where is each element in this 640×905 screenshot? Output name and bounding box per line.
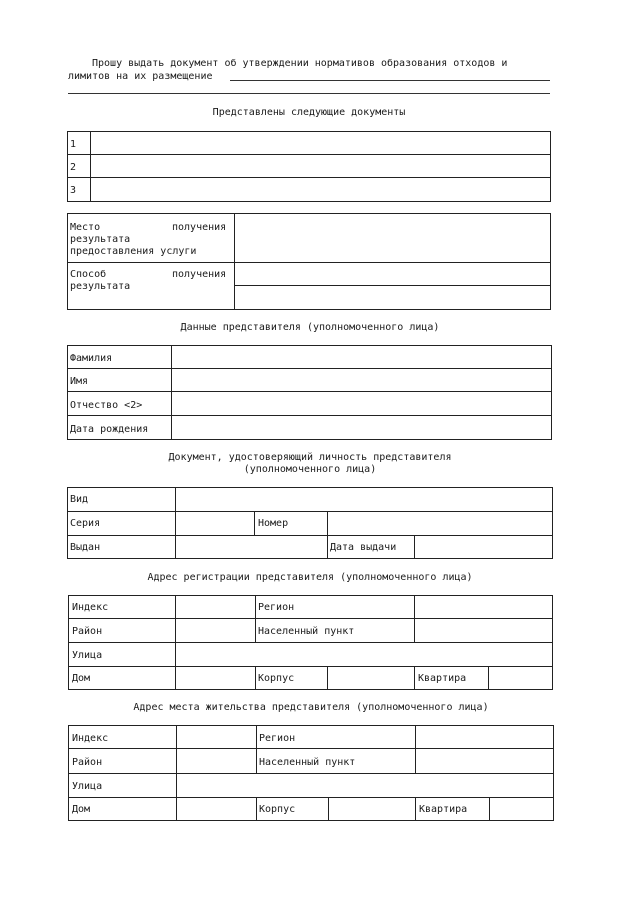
result-table — [67, 213, 551, 310]
divider — [414, 535, 415, 558]
number-input[interactable] — [329, 513, 552, 534]
reg-street-input[interactable] — [177, 644, 552, 665]
issue-date-input[interactable] — [416, 537, 552, 557]
res-region-label: Регион — [259, 733, 296, 744]
series-input[interactable] — [177, 513, 253, 534]
divider — [254, 511, 255, 535]
document-input-1[interactable] — [92, 133, 550, 153]
divider — [488, 666, 489, 689]
divider — [69, 748, 553, 749]
patronymic-label: Отчество <2> — [70, 400, 143, 411]
divider — [68, 535, 552, 536]
series-label: Серия — [70, 518, 101, 529]
request-fill-line-1[interactable] — [230, 80, 550, 81]
reg-address-heading: Адрес регистрации представителя (уполномоченного лица) — [147, 572, 473, 583]
divider — [69, 666, 552, 667]
surname-label: Фамилия — [70, 353, 113, 364]
res-house-label: Дом — [72, 804, 91, 815]
divider — [68, 154, 550, 155]
divider — [175, 488, 176, 558]
res-street-input[interactable] — [178, 775, 553, 796]
document-row-number: 1 — [70, 139, 77, 150]
divider — [415, 726, 416, 773]
issued-label: Выдан — [70, 542, 101, 553]
request-line-2: лимитов на их размещение — [68, 71, 213, 82]
reg-district-input[interactable] — [177, 620, 254, 641]
divider — [176, 726, 177, 820]
divider — [328, 797, 329, 820]
divider — [327, 511, 328, 558]
res-apartment-label: Квартира — [419, 804, 468, 815]
divider — [255, 666, 256, 689]
birth-date-input[interactable] — [173, 417, 550, 438]
place-label: предоставления услуги — [70, 246, 197, 257]
divider — [489, 797, 490, 820]
representative-table — [67, 345, 552, 440]
documents-table — [67, 131, 551, 202]
method-label: результата — [70, 281, 131, 292]
name-input[interactable] — [173, 370, 550, 390]
divider — [68, 511, 552, 512]
divider — [414, 666, 415, 689]
document-row-number: 3 — [70, 185, 77, 196]
divider — [327, 666, 328, 689]
reg-building-input[interactable] — [329, 668, 413, 688]
divider — [415, 797, 416, 820]
number-label: Номер — [258, 518, 289, 529]
result-place-input[interactable] — [236, 215, 550, 261]
res-address-heading: Адрес места жительства представителя (уполномоченного лица) — [133, 702, 489, 713]
reg-building-label: Корпус — [258, 673, 295, 684]
reg-house-input[interactable] — [177, 668, 254, 688]
divider — [90, 132, 91, 201]
place-label: получения — [172, 222, 227, 233]
divider — [69, 797, 553, 798]
reg-district-label: Район — [72, 626, 103, 637]
document-input-2[interactable] — [92, 156, 550, 176]
divider — [256, 797, 257, 820]
res-region-input[interactable] — [417, 727, 553, 747]
id-document-heading: Документ, удостоверяющий личность представителя — [168, 452, 452, 463]
res-index-label: Индекс — [72, 733, 109, 744]
res-building-input[interactable] — [330, 799, 414, 819]
divider — [171, 346, 172, 439]
patronymic-input[interactable] — [173, 393, 550, 414]
res-house-input[interactable] — [178, 799, 255, 819]
document-row-number: 2 — [70, 162, 77, 173]
reg-locality-input[interactable] — [416, 620, 552, 641]
divider — [175, 596, 176, 689]
reg-house-label: Дом — [72, 673, 91, 684]
reg-apartment-label: Квартира — [418, 673, 467, 684]
result-method-input-2[interactable] — [236, 287, 550, 307]
place-label: результата — [70, 234, 131, 245]
reg-street-label: Улица — [72, 650, 103, 661]
place-label: Место — [70, 222, 101, 233]
name-label: Имя — [70, 376, 89, 387]
method-label: получения — [172, 269, 227, 280]
birth-date-label: Дата рождения — [70, 424, 149, 435]
divider — [256, 726, 257, 773]
doc-type-label: Вид — [70, 494, 89, 505]
divider — [68, 177, 550, 178]
res-district-label: Район — [72, 757, 103, 768]
id-document-table — [67, 487, 553, 559]
divider — [414, 596, 415, 642]
res-locality-input[interactable] — [417, 750, 553, 772]
reg-region-input[interactable] — [416, 597, 552, 617]
issued-input[interactable] — [177, 537, 326, 557]
result-method-input-1[interactable] — [236, 264, 550, 284]
surname-input[interactable] — [173, 347, 550, 367]
id-document-heading: (уполномоченного лица) — [243, 464, 377, 475]
reg-address-table — [68, 595, 553, 690]
reg-index-input[interactable] — [177, 597, 254, 617]
document-input-3[interactable] — [92, 179, 550, 199]
res-locality-label: Населенный пункт — [259, 757, 356, 768]
divider — [69, 618, 552, 619]
res-index-input[interactable] — [178, 727, 255, 747]
res-district-input[interactable] — [178, 750, 255, 772]
divider — [68, 368, 551, 369]
reg-apartment-input[interactable] — [490, 668, 552, 688]
divider — [68, 391, 551, 392]
divider — [68, 415, 551, 416]
issue-date-label: Дата выдачи — [330, 542, 397, 553]
divider — [69, 773, 553, 774]
reg-region-label: Регион — [258, 602, 295, 613]
reg-index-label: Индекс — [72, 602, 109, 613]
representative-heading: Данные представителя (уполномоченного лица) — [180, 322, 440, 333]
reg-locality-label: Населенный пункт — [258, 626, 355, 637]
res-street-label: Улица — [72, 781, 103, 792]
method-label: Способ — [70, 269, 107, 280]
res-apartment-input[interactable] — [491, 799, 553, 819]
res-address-table — [68, 725, 554, 821]
divider — [255, 596, 256, 642]
res-building-label: Корпус — [259, 804, 296, 815]
divider — [234, 285, 550, 286]
request-line-1: Прошу выдать документ об утверждении нормативов образования отходов и — [92, 58, 508, 69]
doc-type-input[interactable] — [177, 489, 552, 510]
divider — [68, 262, 550, 263]
documents-heading: Представлены следующие документы — [212, 107, 406, 118]
divider — [69, 642, 552, 643]
request-fill-line-2[interactable] — [68, 93, 550, 94]
